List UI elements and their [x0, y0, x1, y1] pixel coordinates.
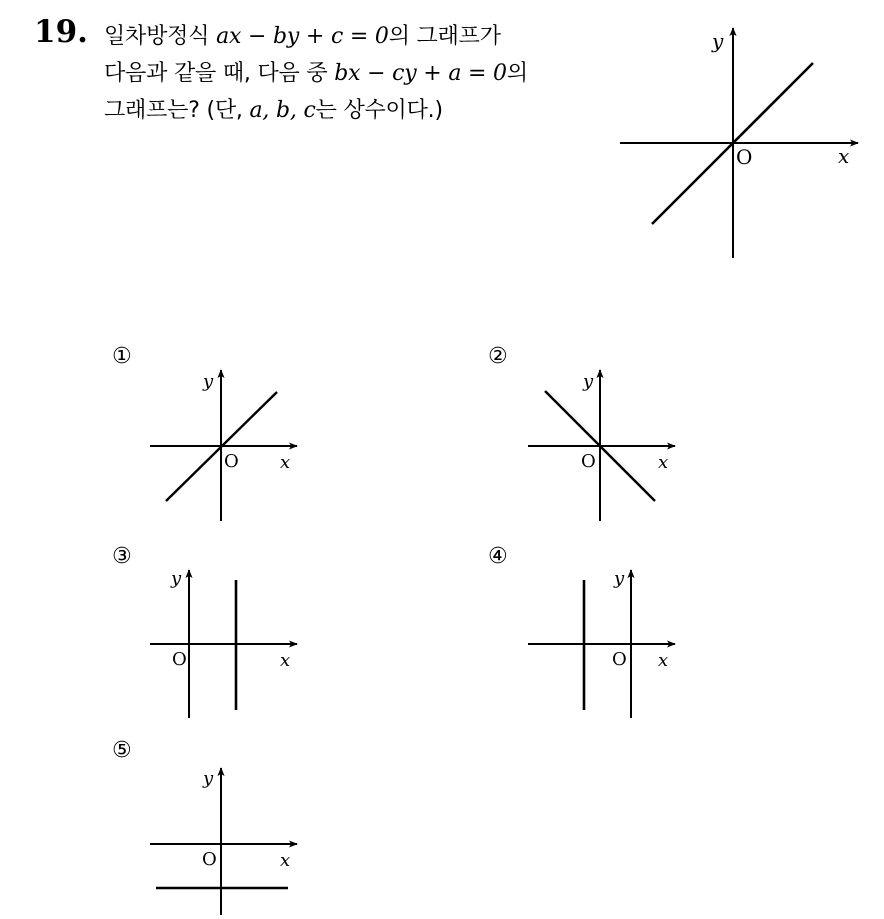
- choice-3-label[interactable]: ③: [112, 544, 132, 569]
- origin-label: O: [736, 145, 753, 169]
- choice-5-label[interactable]: ⑤: [112, 738, 132, 763]
- x-axis-label: x: [280, 452, 291, 473]
- x-axis-label: x: [280, 850, 291, 871]
- origin-label: O: [581, 451, 596, 472]
- equation-given: ax − by + c = 0: [216, 24, 389, 49]
- y-axis-label: y: [171, 568, 182, 589]
- x-axis-label: x: [280, 650, 291, 671]
- choice-1-label[interactable]: ①: [112, 344, 132, 369]
- y-axis-label: y: [712, 29, 724, 53]
- question-text: 일차방정식: [104, 24, 217, 49]
- question-text: 는 상수이다.): [315, 98, 443, 123]
- origin-label: O: [612, 649, 627, 670]
- origin-label: O: [224, 451, 239, 472]
- question-text: 다음과 같을 때, 다음 중: [104, 61, 335, 86]
- x-axis-label: x: [658, 452, 669, 473]
- choice-2-label[interactable]: ②: [488, 344, 508, 369]
- x-axis-label: x: [838, 144, 850, 168]
- question-text: 의: [506, 61, 528, 86]
- constants-list: a, b, c: [249, 98, 316, 123]
- x-axis-label: x: [658, 650, 669, 671]
- y-axis-label: y: [583, 371, 594, 392]
- question-number: 19.: [34, 14, 88, 50]
- question-text: 의 그래프가: [388, 24, 501, 49]
- choice-4-label[interactable]: ④: [488, 544, 508, 569]
- question-text: 그래프는? (단,: [104, 98, 250, 123]
- y-axis-label: y: [203, 371, 214, 392]
- y-axis-label: y: [614, 568, 625, 589]
- origin-label: O: [172, 649, 187, 670]
- y-axis-label: y: [203, 768, 214, 789]
- origin-label: O: [202, 849, 217, 870]
- equation-target: bx − cy + a = 0: [334, 61, 507, 86]
